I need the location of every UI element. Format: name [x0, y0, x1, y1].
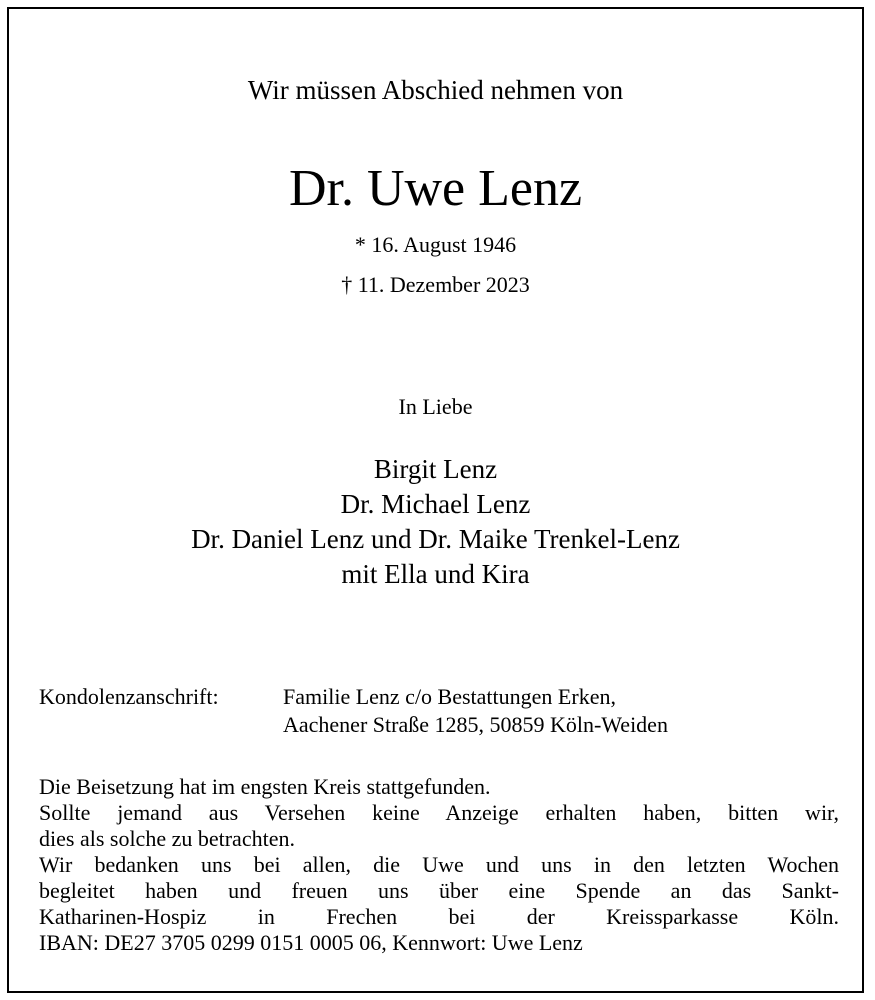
family-member: Dr. Michael Lenz [340, 489, 531, 519]
notice-line: Sollte jemand aus Versehen keine Anzeige erhalten haben, bitten wir, [39, 800, 839, 825]
condolence-line: Aachener Straße 1285, 50859 Köln-Weiden [283, 712, 668, 737]
birth-date: * 16. August 1946 [354, 232, 517, 257]
condolence-label: Kondolenzanschrift: [39, 684, 219, 709]
family-member: mit Ella und Kira [341, 559, 530, 589]
intro-text: Wir müssen Abschied nehmen von [247, 75, 624, 105]
notice-line: begleitet haben und freuen uns über eine Spende an das Sankt- [39, 878, 839, 903]
notice-line: dies als solche zu betrachten. [39, 826, 295, 851]
deceased-name: Dr. Uwe Lenz [288, 160, 583, 217]
family-list [9, 452, 862, 592]
death-date: † 11. Dezember 2023 [341, 272, 530, 297]
family-member: Birgit Lenz [373, 454, 498, 484]
family-member: Dr. Daniel Lenz und Dr. Maike Trenkel-Lenz [191, 524, 680, 554]
condolence-line: Familie Lenz c/o Bestattungen Erken, [283, 684, 616, 709]
condolence-address [39, 683, 668, 739]
obituary-frame [7, 7, 864, 993]
notice-line: Katharinen-Hospiz in Frechen bei der Kreissparkasse Köln. [39, 904, 839, 929]
in-love-text: In Liebe [398, 394, 473, 419]
notice-text [39, 774, 839, 956]
notice-line: IBAN: DE27 3705 0299 0151 0005 06, Kennwort: Uwe Lenz [39, 930, 583, 955]
notice-line: Die Beisetzung hat im engsten Kreis stattgefunden. [39, 774, 491, 799]
notice-line: Wir bedanken uns bei allen, die Uwe und uns in den letzten Wochen [39, 852, 839, 877]
